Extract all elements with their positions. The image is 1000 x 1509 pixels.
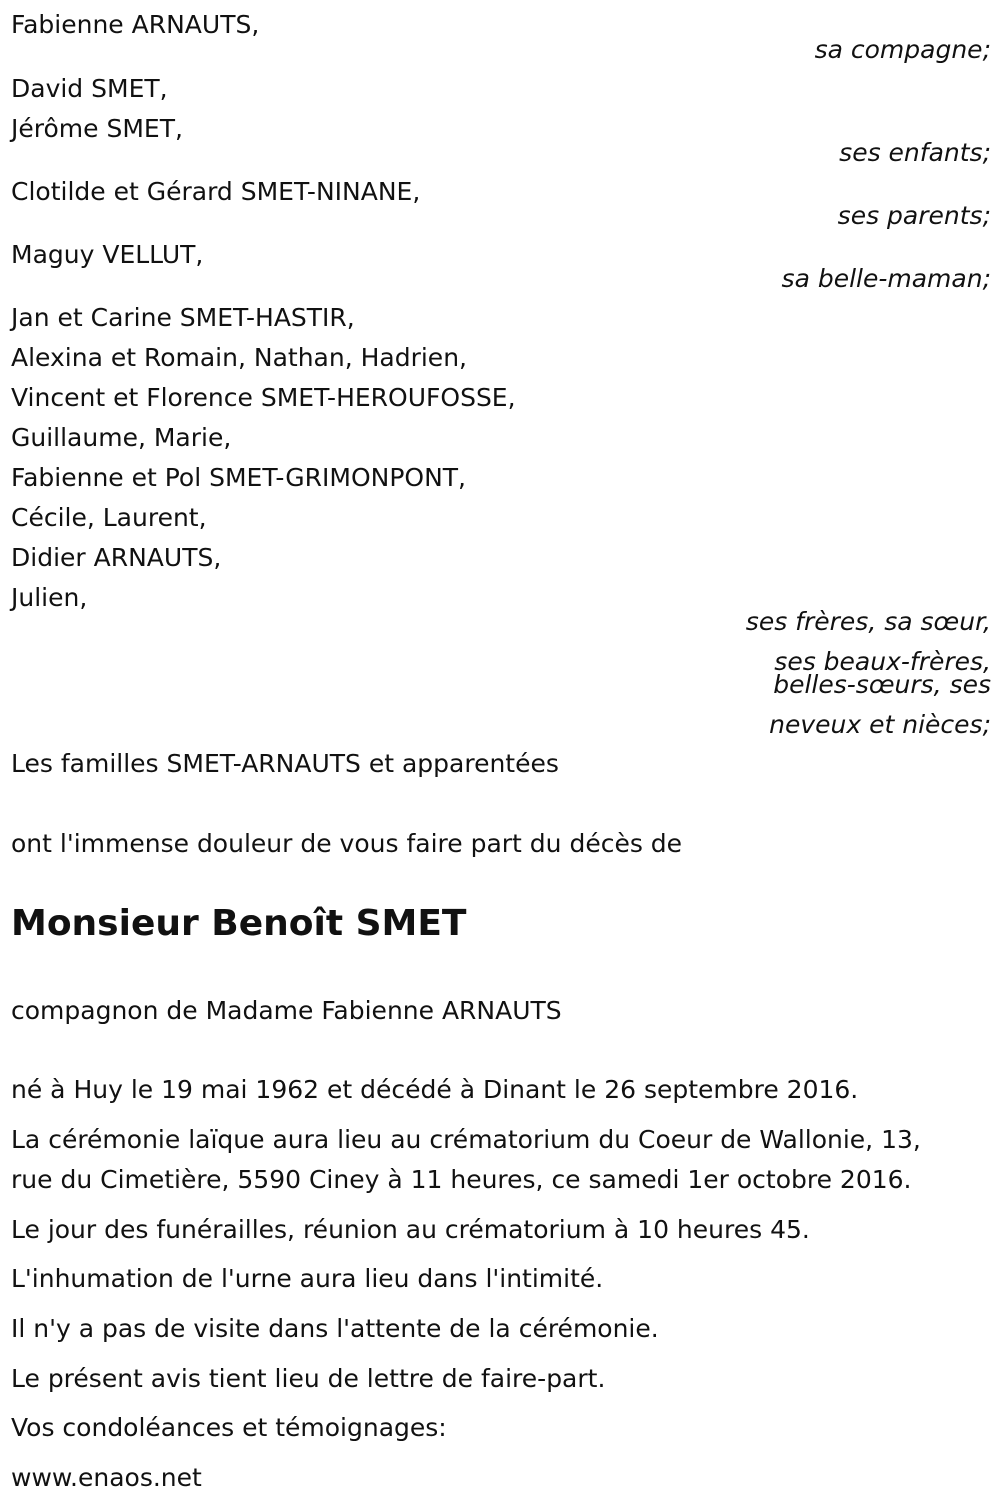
family-name-line: Fabienne et Pol SMET-GRIMONPONT, (11, 463, 467, 492)
relation-label: ses beaux-frères, (774, 647, 991, 676)
detail-line: Le présent avis tient lieu de lettre de faire-part. (11, 1364, 606, 1393)
detail-line: né à Huy le 19 mai 1962 et décédé à Dinant le 26 septembre 2016. (11, 1075, 859, 1104)
relation-label: sa belle-maman; (781, 264, 991, 293)
family-name-line: David SMET, (11, 74, 168, 103)
announcement-line: ont l'immense douleur de vous faire part du décès de (11, 829, 683, 858)
detail-line: L'inhumation de l'urne aura lieu dans l'intimité. (11, 1264, 604, 1293)
detail-line: Il n'y a pas de visite dans l'attente de la cérémonie. (11, 1314, 659, 1343)
relation-label: sa compagne; (814, 35, 991, 64)
relation-label: belles-sœurs, ses (773, 670, 991, 699)
family-name-line: Maguy VELLUT, (11, 240, 204, 269)
family-name-line: Jan et Carine SMET-HASTIR, (11, 303, 355, 332)
family-name-line: Guillaume, Marie, (11, 423, 232, 452)
website-link[interactable]: www.enaos.net (11, 1463, 202, 1492)
family-name-line: Alexina et Romain, Nathan, Hadrien, (11, 343, 467, 372)
relation-label: ses frères, sa sœur, (745, 607, 991, 636)
relation-label: neveux et nièces; (769, 710, 991, 739)
family-name-line: Fabienne ARNAUTS, (11, 10, 260, 39)
family-name-line: Didier ARNAUTS, (11, 543, 222, 572)
family-name-line: Julien, (11, 583, 88, 612)
family-name-line: Jérôme SMET, (11, 114, 183, 143)
detail-line: La cérémonie laïque aura lieu au crématorium du Coeur de Wallonie, 13, (11, 1125, 921, 1154)
family-name-line: Vincent et Florence SMET-HEROUFOSSE, (11, 383, 516, 412)
family-name-line: Clotilde et Gérard SMET-NINANE, (11, 177, 421, 206)
relation-label: ses parents; (837, 201, 991, 230)
family-name-line: Cécile, Laurent, (11, 503, 207, 532)
families-line: Les familles SMET-ARNAUTS et apparentées (11, 749, 559, 778)
detail-line: rue du Cimetière, 5590 Ciney à 11 heures, ce samedi 1er octobre 2016. (11, 1165, 912, 1194)
deceased-name: Monsieur Benoît SMET (11, 903, 467, 944)
relation-label: ses enfants; (839, 138, 991, 167)
companion-line: compagnon de Madame Fabienne ARNAUTS (11, 996, 562, 1025)
detail-line: Le jour des funérailles, réunion au crématorium à 10 heures 45. (11, 1215, 810, 1244)
detail-line: Vos condoléances et témoignages: (11, 1413, 447, 1442)
